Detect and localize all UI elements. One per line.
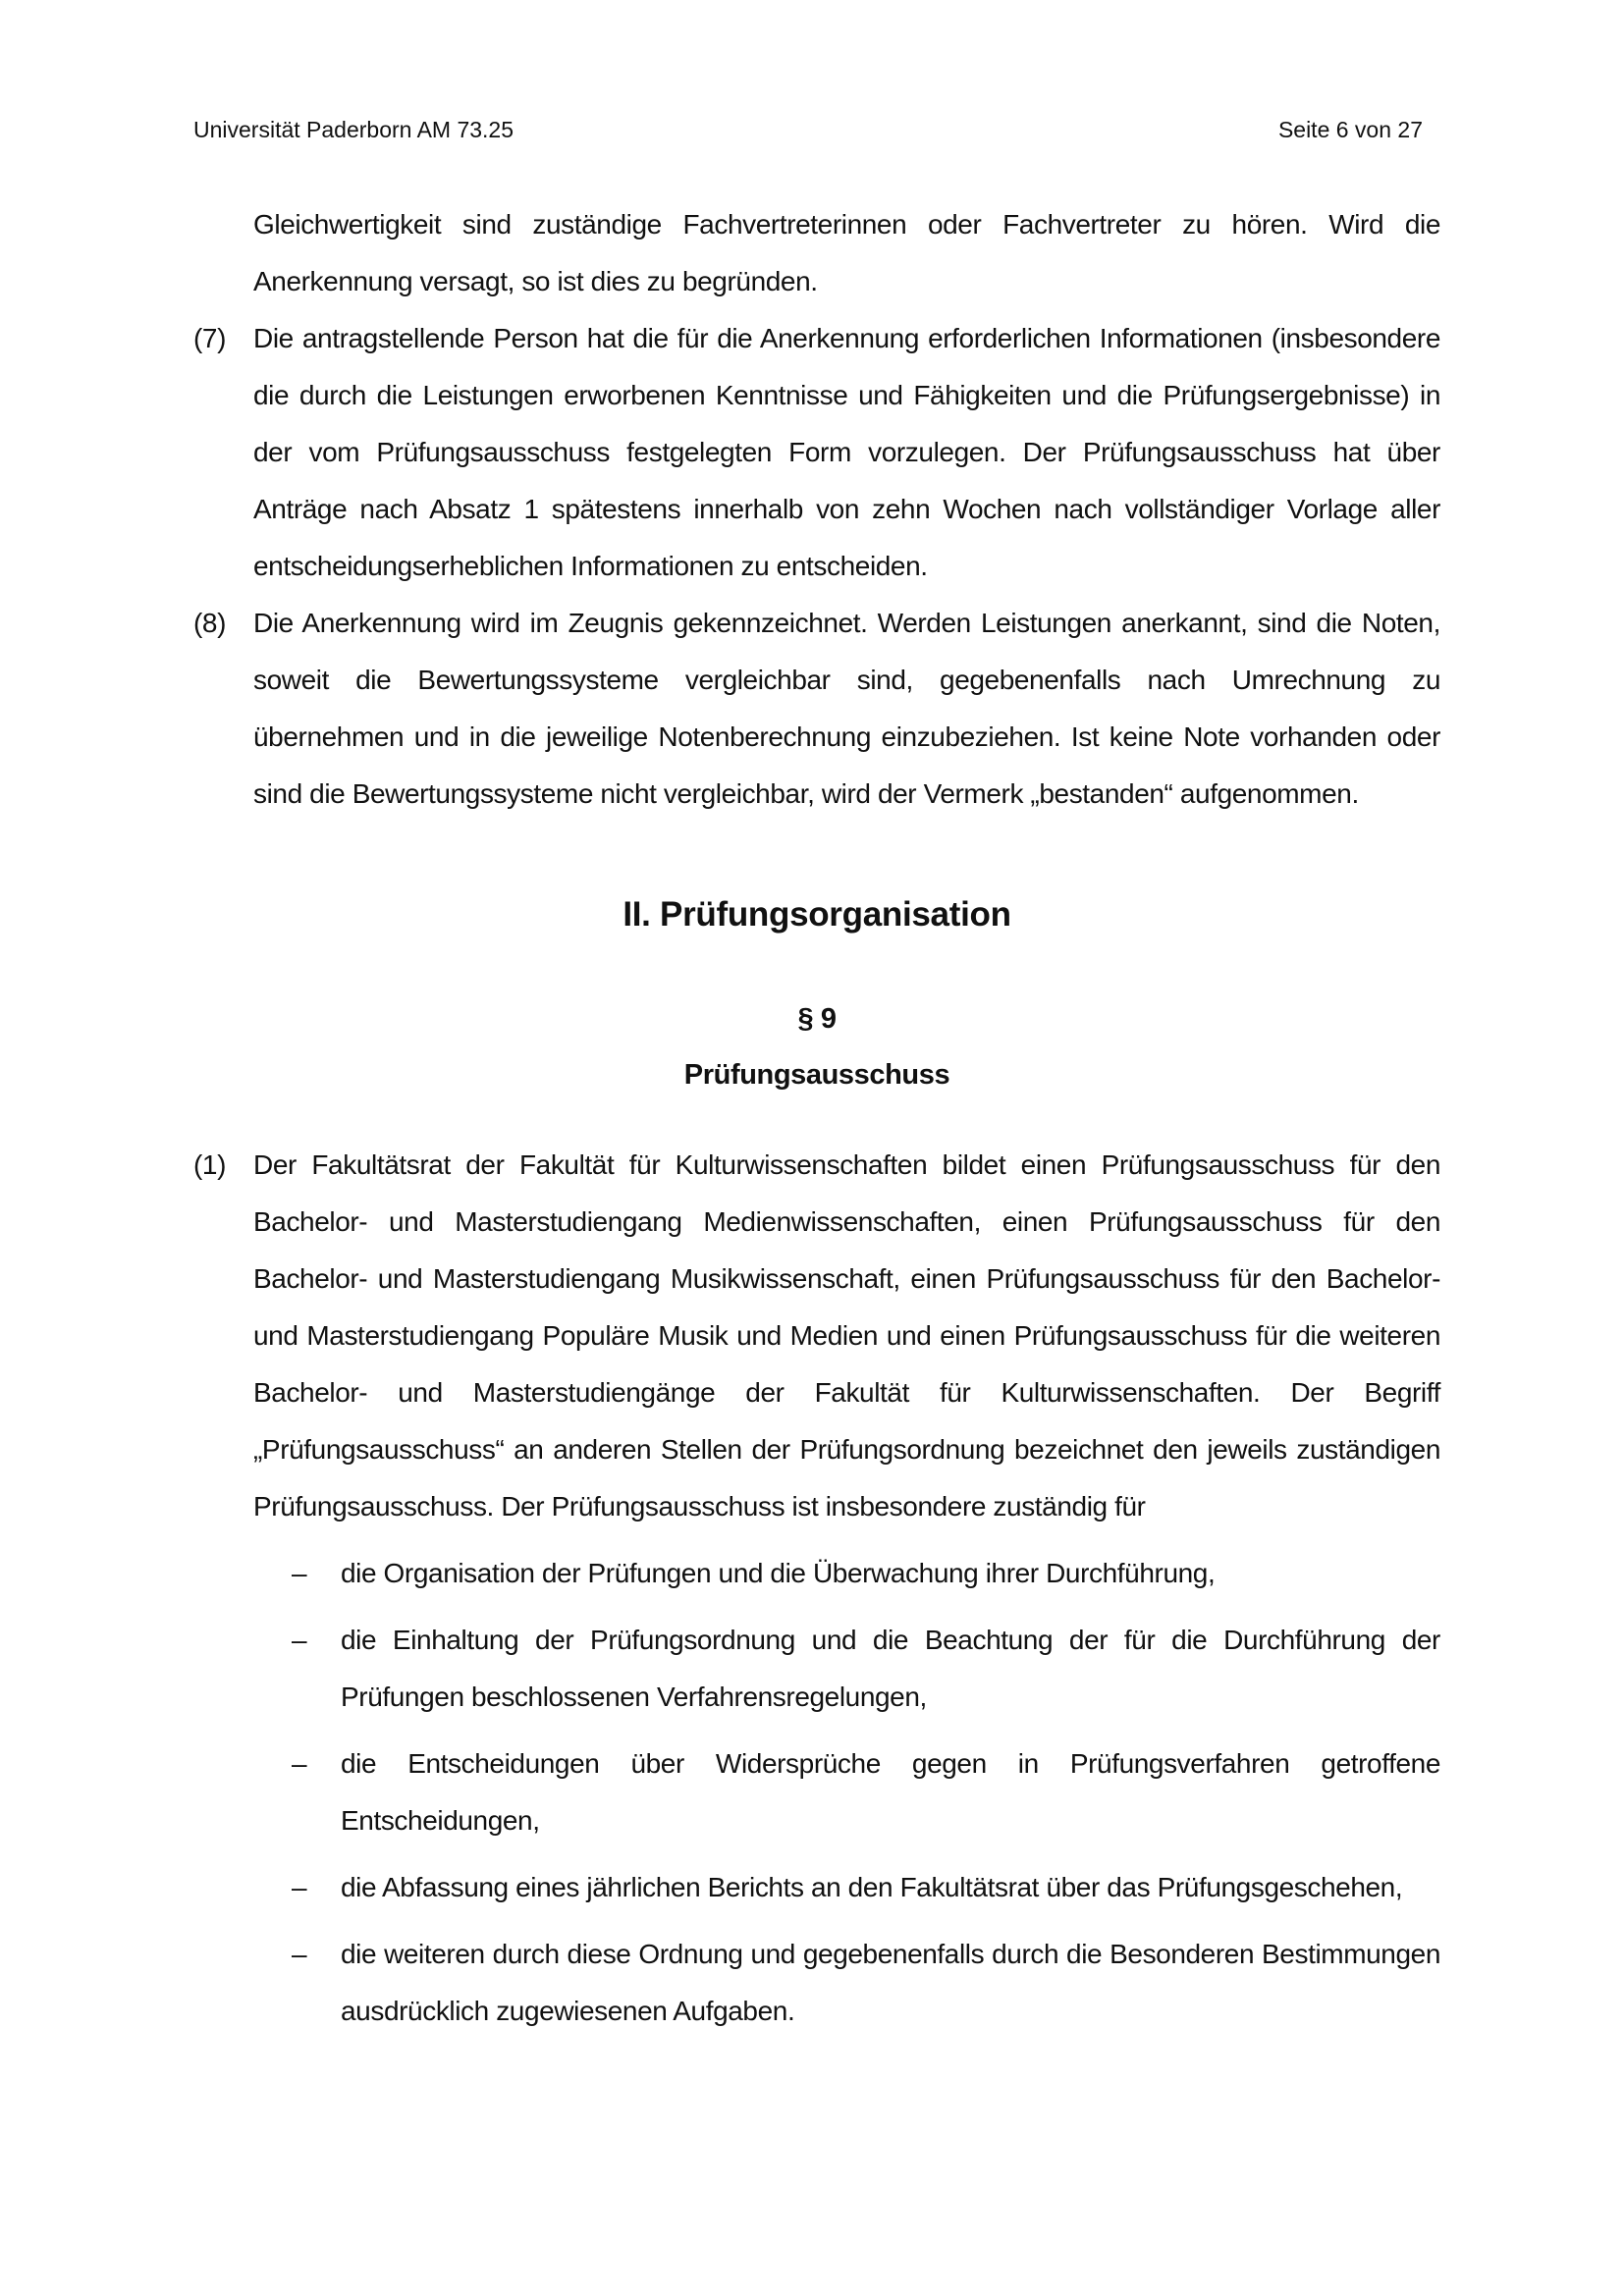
dash-bullet: – [292,1625,307,1655]
paragraph-8 [193,595,1440,823]
document-reference: Universität Paderborn AM 73.25 [193,117,514,142]
paragraph-text: Die Anerkennung wird im Zeugnis gekennzeichnet. Werden Leistungen anerkannt, sind die Noten, soweit die Bewertungssysteme vergleichbar sind, gegebenenfalls nach Umrechnung zu übernehmen und in die jeweilige Notenberechnung einzubeziehen. Ist keine Note vorhanden oder sind die Bewertungssysteme nicht vergleichbar, wird der Vermerk „bestanden“ aufgenommen. [253,608,1440,809]
list-item [292,1612,1440,1726]
paragraph-number: (7) [193,323,227,353]
list-item [292,1545,1440,1602]
list-item [292,1859,1440,1916]
list-item-text: die Einhaltung der Prüfungsordnung und die Beachtung der für die Durchführung der Prüfungen beschlossenen Verfahrensregelungen, [341,1625,1440,1712]
section-heading: II. Prüfungsorganisation [623,895,1011,934]
list-item-text: die Organisation der Prüfungen und die Überwachung ihrer Durchführung, [341,1558,1216,1588]
continuation-paragraph [193,196,1440,310]
dash-bullet: – [292,1872,307,1902]
list-item-text: die weiteren durch diese Ordnung und gegebenenfalls durch die Besonderen Bestimmungen ausdrücklich zugewiesenen Aufgaben. [341,1939,1440,2026]
paragraph-7 [193,310,1440,595]
dash-bullet: – [292,1748,307,1779]
list-item [292,1735,1440,1849]
paragraph-text: Der Fakultätsrat der Fakultät für Kulturwissenschaften bildet einen Prüfungsausschuss für den Bachelor- und Masterstudiengang Medienwissenschaften, einen Prüfungsausschuss für den Bachelor- und Masterstudiengang Musikwissenschaft, einen Prüfungsausschuss für den Bachelor- und Masterstudiengang Populäre Musik und Medien und einen Prüfungsausschuss für die weiteren Bachelor- und Masterstudiengänge der Fakultät für Kulturwissenschaften. Der Begriff „Prüfungsausschuss“ an anderen Stellen der Prüfungsordnung bezeichnet den jeweils zuständigen Prüfungsausschuss. Der Prüfungsausschuss ist insbesondere zuständig für [253,1149,1440,1522]
list-item-text: die Entscheidungen über Widersprüche gegen in Prüfungsverfahren getroffene Entscheidungen, [341,1748,1440,1836]
page-header [193,110,1423,149]
dash-bullet: – [292,1558,307,1588]
paragraph-1 [193,1137,1440,1535]
document-body [193,196,1440,2050]
paragraph-number: (1) [193,1149,227,1180]
paragraph-text: Gleichwertigkeit sind zuständige Fachvertreterinnen oder Fachvertreter zu hören. Wird die Anerkennung versagt, so ist dies zu begründen. [253,209,1440,296]
list-item [292,1926,1440,2040]
page-number: Seite 6 von 27 [1277,117,1423,142]
paragraph-text: Die antragstellende Person hat die für die Anerkennung erforderlichen Informationen (insbesondere die durch die Leistungen erworbenen Kenntnisse und Fähigkeiten und die Prüfungsergebnisse) in der vom Prüfungsausschuss festgelegten Form vorzulegen. Der Prüfungsausschuss hat über Anträge nach Absatz 1 spätestens innerhalb von zehn Wochen nach vollständiger Vorlage aller entscheidungserheblichen Informationen zu entscheiden. [253,323,1440,581]
paragraph-mark: § 9 [797,1003,837,1035]
responsibilities-list [193,1545,1440,2040]
dash-bullet: – [292,1939,307,1969]
paragraph-title: Prüfungsausschuss [683,1059,950,1091]
list-item-text: die Abfassung eines jährlichen Berichts an den Fakultätsrat über das Prüfungsgeschehen, [341,1872,1403,1902]
paragraph-number: (8) [193,608,227,638]
